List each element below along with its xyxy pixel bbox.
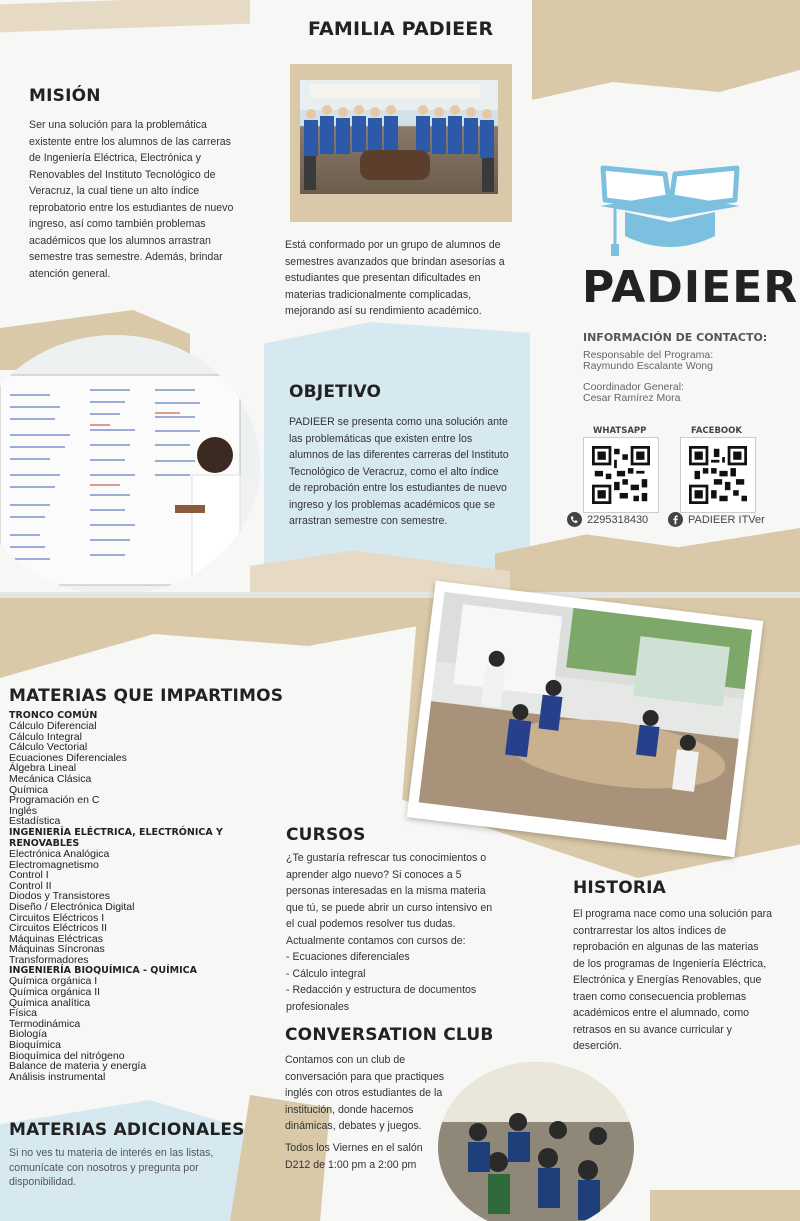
- whatsapp-qr[interactable]: [583, 437, 659, 513]
- list-item: Ecuaciones Diferenciales: [9, 751, 127, 764]
- group-bioquimica: [9, 965, 249, 1082]
- responsable-label: Responsable del Programa:: [583, 349, 714, 361]
- list-item: Electrónica Analógica: [9, 847, 110, 860]
- brand-name: PADIEER: [582, 262, 799, 313]
- group-title: TRONCO COMÚN: [9, 710, 98, 721]
- adicionales-text: Si no ves tu materia de interés en las listas, comunícate con nosotros y pregunta por disponibilidad.: [9, 1147, 214, 1188]
- list-item: Cálculo Vectorial: [9, 741, 88, 754]
- list-item: Transformadores: [9, 953, 89, 966]
- historia-title: HISTORIA: [573, 878, 667, 898]
- list-item: Inglés: [9, 804, 38, 817]
- objetivo-title: OBJETIVO: [289, 382, 382, 402]
- club-title: CONVERSATION CLUB: [285, 1025, 494, 1045]
- objetivo-text: PADIEER se presenta como una solución ante las problemáticas que existen entre los alumnos de las diferentes carreras del Instituto Tecnológico de Veracruz, como el alto índice de reprobación entre los estudiantes de nuevo ingreso y los problemas académicos que se arrastran semestre con semestre.: [289, 416, 509, 527]
- list-item: Máquinas Síncronas: [9, 943, 105, 956]
- materias-title: MATERIAS QUE IMPARTIMOS: [9, 686, 284, 706]
- group-tronco: [9, 710, 249, 827]
- facebook-label: FACEBOOK: [691, 426, 742, 436]
- club-text: Contamos con un club de conversación para que practiques inglés con otros estudiantes de la institución, donde hacemos dinámicas, debates y juegos.: [285, 1054, 445, 1132]
- list-item: Química orgánica II: [9, 986, 101, 999]
- list-item: Química analítica: [9, 996, 91, 1009]
- list-item: Bioquímica del nitrógeno: [9, 1049, 125, 1062]
- list-item: - Cálculo integral: [286, 967, 366, 980]
- familia-text: Está conformado por un grupo de alumnos de semestres avanzados que brindan asesorías a estudiantes que presentan dificultades en materias tradicionalmente complicadas, mejorando así su rendimiento académico.: [285, 239, 505, 317]
- historia-text: El programa nace como una solución para contrarrestar los altos índices de reprobación en algunas de las materias de los programas de Ingeniería Eléctrica, Electrónica y Energías Renovables, que traen como consecuencia problemas académicos entre el alumnado, como retrasos en su avance curricular y deserción.: [573, 908, 773, 1052]
- list-item: Química: [9, 783, 49, 796]
- responsable-name: Raymundo Escalante Wong: [583, 360, 713, 372]
- list-item: Máquinas Eléctricas: [9, 932, 103, 945]
- phone-icon: [567, 512, 582, 527]
- classroom-photo: [419, 592, 753, 840]
- coordinador-name: Cesar Ramírez Mora: [583, 392, 681, 404]
- list-item: Bioquímica: [9, 1039, 61, 1052]
- qr-code-icon: [592, 446, 650, 504]
- kraft-patch: [650, 1190, 800, 1221]
- materias-list: [9, 710, 249, 1082]
- group-electrica: [9, 827, 249, 966]
- familia-title: FAMILIA PADIEER: [308, 18, 494, 40]
- mision-title: MISIÓN: [29, 86, 101, 106]
- facebook-qr[interactable]: [680, 437, 756, 513]
- list-item: Física: [9, 1007, 38, 1020]
- list-item: Balance de materia y energía: [9, 1060, 147, 1073]
- club-schedule: Todos los Viernes en el salón D212 de 1:00 pm a 2:00 pm: [285, 1142, 423, 1171]
- list-item: Control II: [9, 879, 52, 892]
- list-item: - Redacción y estructura de documentos profesionales: [286, 984, 477, 1013]
- list-item: - Ecuaciones diferenciales: [286, 951, 410, 963]
- facebook-name: PADIEER ITVer: [688, 513, 765, 526]
- list-item: Cálculo Integral: [9, 730, 82, 743]
- familia-photo: [300, 80, 498, 194]
- cursos-title: CURSOS: [286, 825, 366, 845]
- list-item: Termodinámica: [9, 1017, 81, 1030]
- qr-code-icon: [689, 446, 747, 504]
- list-item: Cálculo Diferencial: [9, 720, 97, 732]
- phone-number: 2295318430: [587, 513, 649, 526]
- contact-title: INFORMACIÓN DE CONTACTO:: [583, 331, 768, 344]
- book-cap-logo-icon: [585, 158, 755, 268]
- list-item: Diodos y Transistores: [9, 890, 110, 903]
- group-title: INGENIERÍA ELÉCTRICA, ELECTRÓNICA Y RENOVABLES: [9, 826, 223, 849]
- list-item: Diseño / Electrónica Digital: [9, 900, 135, 913]
- group-title: INGENIERÍA BIOQUÍMICA - QUÍMICA: [9, 965, 197, 977]
- list-item: Álgebra Lineal: [9, 762, 77, 775]
- list-item: Control I: [9, 869, 49, 882]
- cursos-list: [286, 949, 502, 1015]
- facebook-icon: [668, 512, 683, 527]
- list-item: Programación en C: [9, 794, 100, 807]
- list-item: Estadística: [9, 815, 61, 828]
- facebook-contact[interactable]: [668, 512, 765, 527]
- list-item: Circuitos Eléctricos I: [9, 911, 105, 924]
- list-item: Mecánica Clásica: [9, 772, 92, 785]
- adicionales-title: MATERIAS ADICIONALES: [9, 1120, 245, 1140]
- club-image: [438, 1062, 634, 1221]
- coordinador-label: Coordinador General:: [583, 381, 684, 393]
- classroom-photo-frame: [407, 581, 764, 857]
- padieer-logo: [585, 158, 755, 268]
- cursos-text: ¿Te gustaría refrescar tus conocimientos o aprender algo nuevo? Si conoces a 5 personas interesadas en la misma materia que tú, se puede abrir un curso intensivo en el cual podemos resolver tus dudas. Actualmente contamos con cursos de:: [286, 852, 493, 947]
- phone-contact[interactable]: [567, 512, 648, 527]
- list-item: Análisis instrumental: [9, 1070, 106, 1083]
- whatsapp-label: WHATSAPP: [593, 426, 647, 436]
- group-people-image: [300, 80, 498, 194]
- list-item: Química orgánica I: [9, 975, 98, 988]
- mision-text: Ser una solución para la problemática existente entre los alumnos de las carreras de Ingeniería Eléctrica, Electrónica y Renovables del Instituto Tecnológico de Veracruz, la cual tiene un alto índice reprobatorio entre los estudiantes de nuevo ingreso, así como también problemas académicos que los alumnos arrastran semestre tras semestre. Además, brindar atención general.: [29, 119, 234, 280]
- list-item: Biología: [9, 1028, 47, 1041]
- club-photo: [438, 1062, 634, 1221]
- classroom-image: [419, 592, 753, 840]
- list-item: Electromagnetismo: [9, 858, 99, 871]
- list-item: Circuitos Eléctricos II: [9, 922, 108, 935]
